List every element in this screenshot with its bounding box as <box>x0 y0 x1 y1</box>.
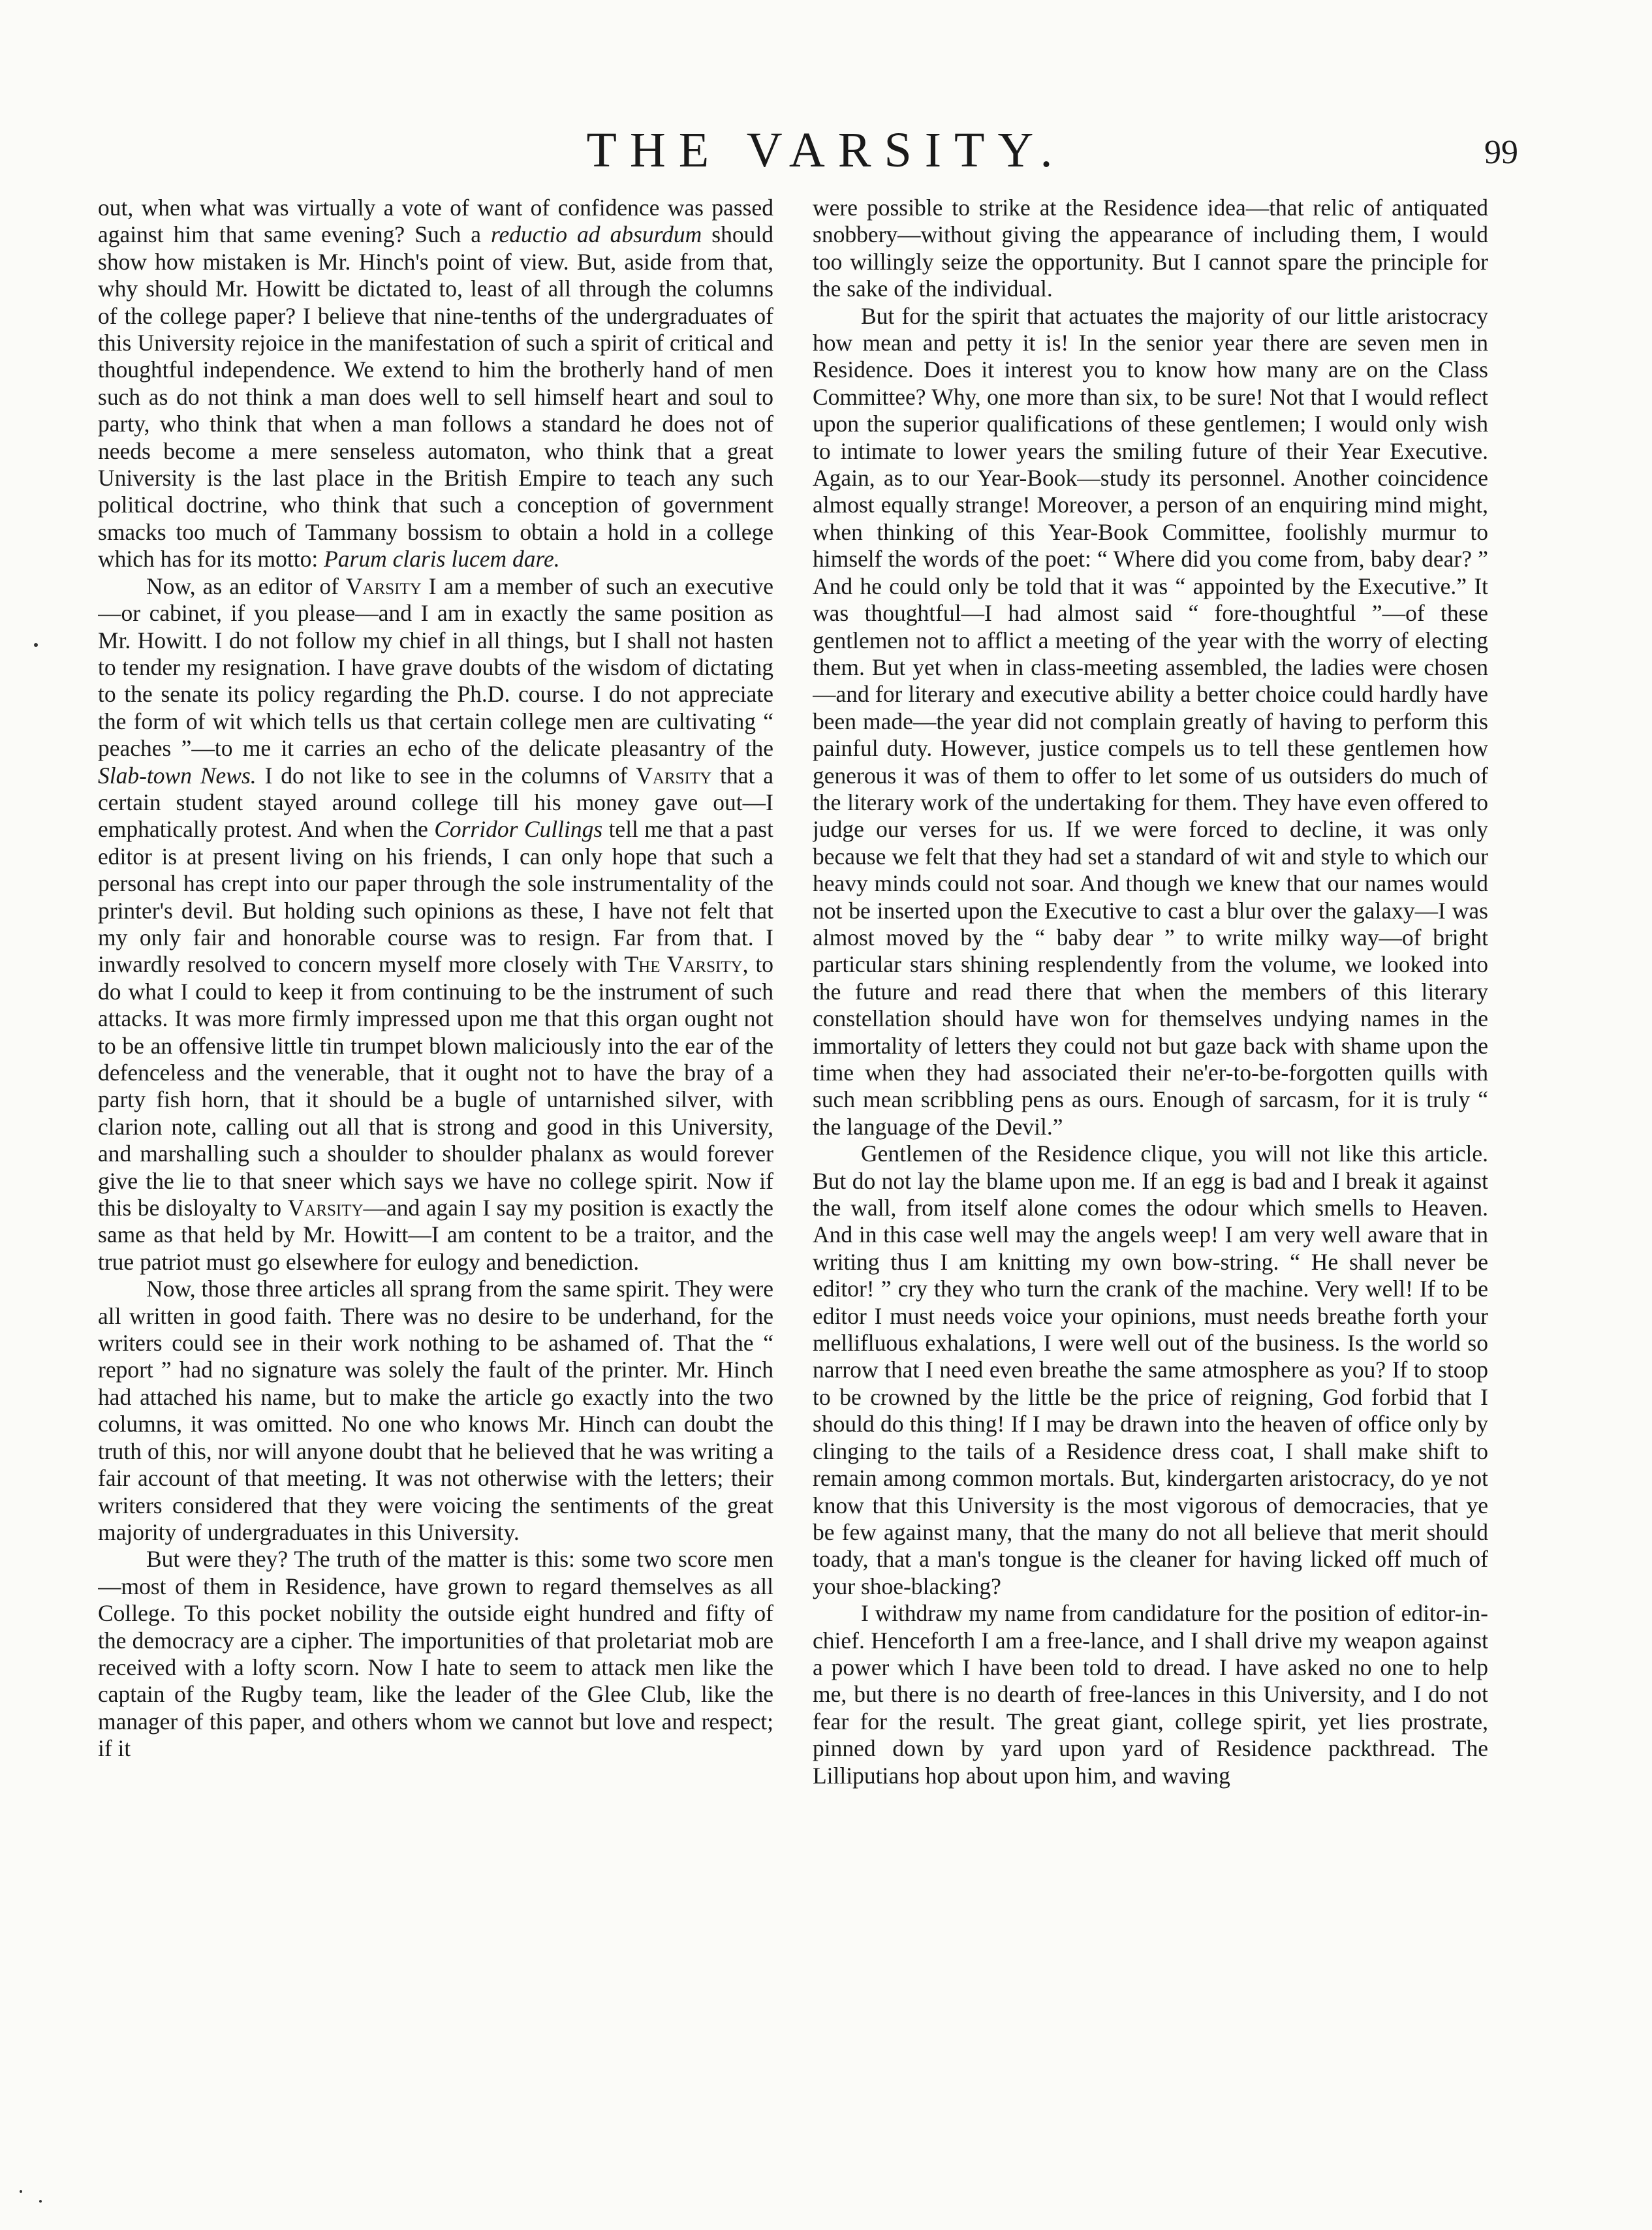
paragraph: But for the spirit that actuates the majority of our little aristocracy how mean and petty it is! In the senior year there are seven men in Residence. Does it interest you to know how many are on the Class Committee? Why, one more than six, to be sure! Not that I would reflect upon the superior qualifications of these gentlemen; I would only wish to intimate to lower years the smiling future of their Year Executive. Again, as to our Year-Book—study its personnel. Another coincidence almost equally strange! Moreover, a person of an enquiring mind might, when thinking of this Year-Book Committee, foolishly murmur to himself the words of the poet: “ Where did you come from, baby dear? ” And he could only be told that it was “ appointed by the Executive.” It was thoughtful—I had almost said “ fore-thoughtful ”—of these gentlemen not to afflict a meeting of the year with the worry of electing them. But yet when in class-meeting assembled, the ladies were chosen—and for literary and executive ability a better choice could hardly have been made—the year did not complain greatly of having to perform this painful duty. However, justice compels us to tell these gentlemen how generous it was of them to offer to let some of us outsiders do much of the literary work of the undertaking for them. They have even offered to judge our verses for us. If we were forced to decline, it was only because we felt that they had set a standard of wit and style to which our heavy minds could not soar. And though we knew that our names would not be inserted upon the Executive to cast a blur over the galaxy—I was almost moved by the “ baby dear ” to write milky way—of bright particular stars shining resplendently from the volume, we looked into the future and read there that when the members of this literary constellation should have won for themselves undying names in the immortality of letters they could not but gaze back with shame upon the time when they had associated their ne'er-to-be-forgotten quills with such mean scribbling pens as ours. Enough of sarcasm, for it is truly “ the language of the Devil.” <box>813 302 1488 1140</box>
print-speck <box>39 2200 42 2203</box>
paragraph: were possible to strike at the Residence idea—that relic of antiquated snobbery—without giving the appearance of including them, I would too willingly seize the opportunity. But I cannot spare the principle for the sake of the individual. <box>813 195 1488 302</box>
paragraph: Now, those three articles all sprang from the same spirit. They were all written in good faith. There was no desire to be underhand, for the writers could see in their work nothing to be ashamed of. That the “ report ” had no signature was solely the fault of the printer. Mr. Hinch had attached his name, but to make the article go exactly into the two columns, it was omitted. No one who knows Mr. Hinch can doubt the truth of this, nor will anyone doubt that he believed that he was writing a fair account of that meeting. It was not otherwise with the letters; their writers considered that they were voicing the sentiments of the great majority of undergraduates in this University. <box>98 1276 773 1545</box>
publication-name: Varsity <box>345 573 422 599</box>
text-run: out, when what was virtually a vote of want of confidence was passed against him that same evening? Such a <box>98 195 773 248</box>
page-header <box>0 121 1652 180</box>
masthead-title: THE VARSITY. <box>586 123 1066 178</box>
text-run: , to do what I could to keep it from continuing to be the instrument of such attacks. It was more firmly impressed upon me that this organ ought not to be an offensive little tin trumpet blown maliciously into the ear of the defenceless and the venerable, that it ought not to have the bray of a party fish horn, that it should be a bugle of untarnished silver, with clarion note, calling out all that is strong and good in this University, and marshalling such a shoulder to shoulder phalanx as would forever give the lie to that sneer which says we have no college spirit. Now if this be disloyalty to <box>98 951 773 1221</box>
text-run: that a certain student stayed around college till his money gave out—I emphatically protest. And when the <box>98 762 773 843</box>
text-run: —and again I say my position is exactly the same as that held by Mr. Howitt—I am content to be a traitor, and the true patriot must go elsewhere for eulogy and benediction. <box>98 1195 773 1275</box>
text-run: I am a member of such an executive—or cabinet, if you please—and I am in exactly the same position as Mr. Howitt. I do not follow my chief in all things, but I shall not hasten to tender my resignation. I have grave doubts of the wisdom of dictating to the senate its policy regarding the Ph.D. course. I do not appreciate the form of wit which tells us that certain college men are cultivating “ peaches ”—to me it carries an echo of the delicate pleasantry of the <box>98 573 773 762</box>
right-column <box>813 195 1488 2179</box>
paragraph <box>98 573 773 1276</box>
paragraph <box>98 195 773 573</box>
text-run: I do not like to see in the columns of <box>256 762 636 789</box>
text-run: Now, as an editor of <box>146 573 346 599</box>
text-run: tell me that a past editor is at present living on his friends, I can only hope that such a personal has crept into our paper through the sole instrumentality of the printer's devil. But holding such opinions as these, I have not felt that my only fair and honorable course was to resign. Far from that. I inwardly resolved to concern myself more closely with <box>98 816 773 978</box>
text-run: should show how mistaken is Mr. Hinch's point of view. But, aside from that, why should Mr. Howitt be dictated to, least of all through the columns of the college paper? I believe that nine-tenths of the undergraduates of this University rejoice in the manifestation of such a spirit of critical and thoughtful independence. We extend to him the brotherly hand of men such as do not think a man does well to sell himself heart and soul to party, who think that when a man follows a standard he does not of needs become a mere senseless automaton, who think that a great University is the last place in the British Empire to teach any such political doctrine, who think that such a conception of government smacks too much of Tammany bossism to obtain a hold in a college which has for its motto: <box>98 221 773 573</box>
publication-name: Varsity <box>287 1195 364 1221</box>
print-speck <box>34 643 38 647</box>
latin-phrase: reductio ad absurdum <box>491 221 702 248</box>
print-speck <box>20 2190 22 2193</box>
publication-name: The Varsity <box>624 951 743 978</box>
left-column <box>98 195 773 2179</box>
page-number: 99 <box>1484 134 1518 171</box>
column-name: Corridor Cullings <box>434 816 603 843</box>
latin-motto: Parum claris lucem dare. <box>324 546 560 573</box>
publication-name: Varsity <box>636 762 712 789</box>
paragraph: I withdraw my name from candidature for the position of editor-in-chief. Henceforth I am a free-lance, and I shall drive my weapon against a power which I have been told to dread. I have asked no one to help me, but there is no dearth of free-lances in this University, and I do not fear for the result. The great giant, college spirit, yet lies prostrate, pinned down by yard upon yard of Residence packthread. The Lilliputians hop about upon him, and waving <box>813 1600 1488 1789</box>
paragraph: Gentlemen of the Residence clique, you will not like this article. But do not lay the blame upon me. If an egg is bad and I break it against the wall, from itself alone comes the odour which smells to Heaven. And in this case well may the angels weep! I am very well aware that in writing thus I am knitting my own bow-string. “ He shall never be editor! ” cry they who turn the crank of the machine. Very well! If to be editor I must needs voice your opinions, must needs breathe forth your mellifluous exhalations, I were well out of the business. Is the world so narrow that I need even breathe the same atmosphere as you? If to stoop to be crowned by the little be the price of reigning, God forbid that I should do this thing! If I may be drawn into the heaven of office only by clinging to the tails of a Residence dress coat, I shall make shift to remain among common mortals. But, kindergarten aristocracy, do ye not know that this University is the most vigorous of democracies, that ye be few against many, that the many do not all believe that merit should toady, that a man's tongue is the cleaner for having licked off much of your shoe-blacking? <box>813 1140 1488 1599</box>
publication-name: Slab-town News. <box>98 762 257 789</box>
paragraph: But were they? The truth of the matter is this: some two score men—most of them in Residence, have grown to regard themselves as all College. To this pocket nobility the outside eight hundred and fifty of the democracy are a cipher. The importunities of that proletariat mob are received with a lofty scorn. Now I hate to seem to attack men like the captain of the Rugby team, like the leader of the Glee Club, like the manager of this paper, and others whom we cannot but love and respect; if it <box>98 1546 773 1762</box>
